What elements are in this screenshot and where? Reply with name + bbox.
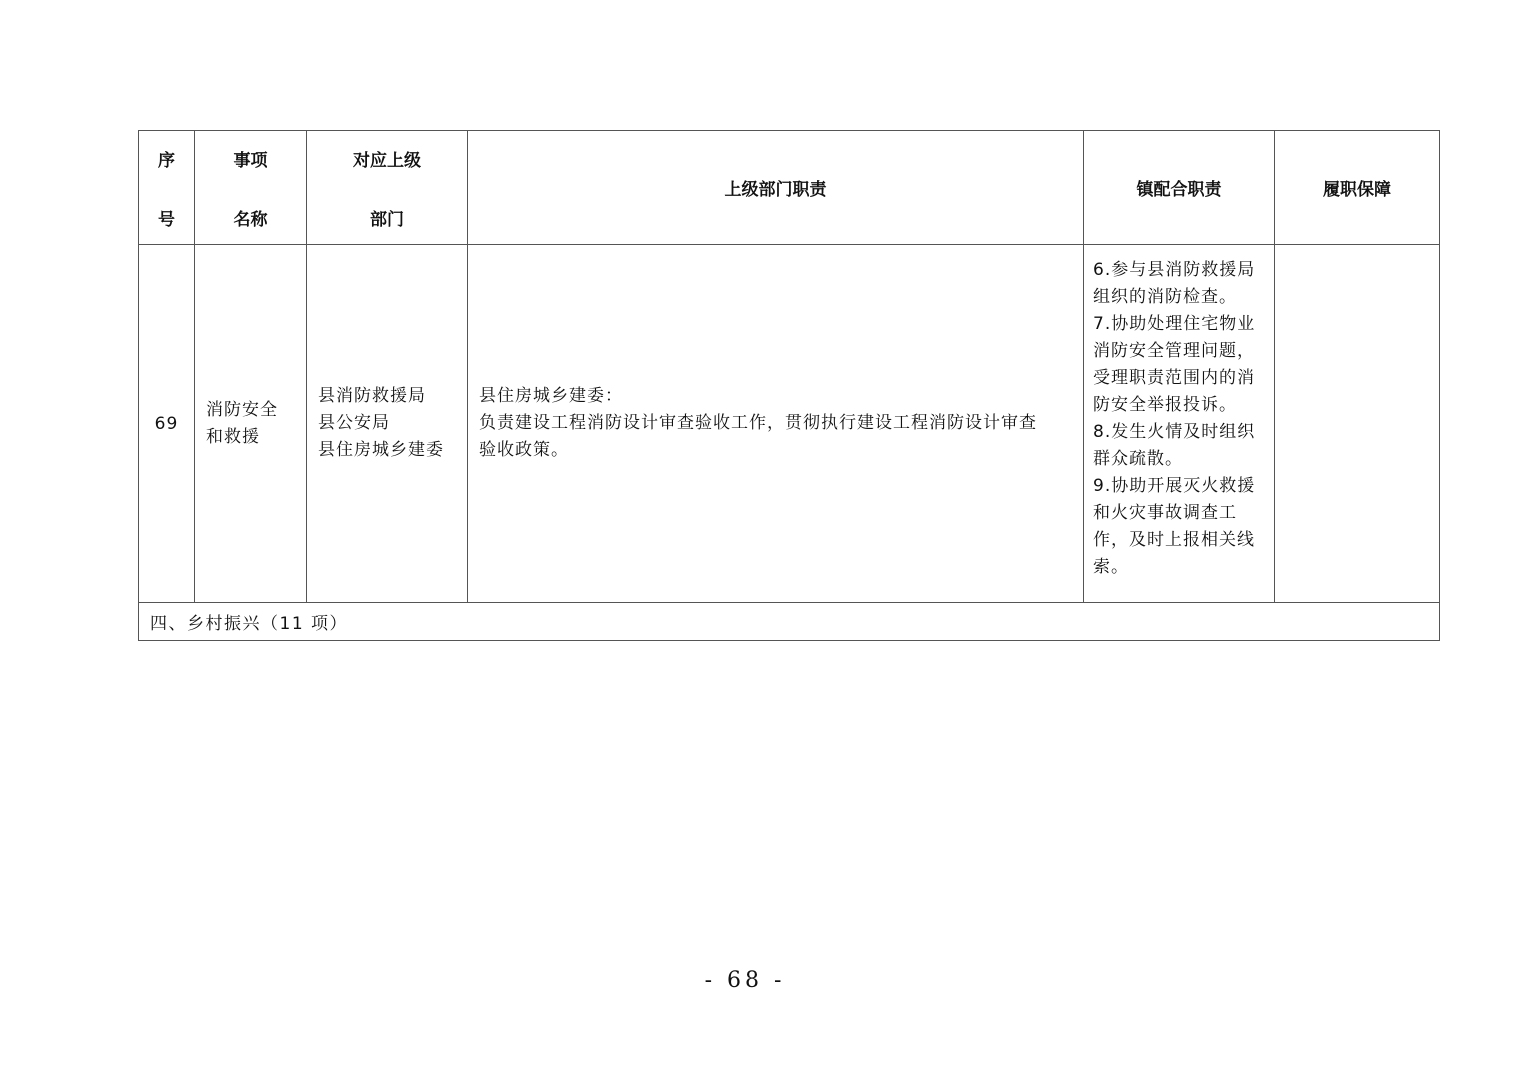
row-duty-line: 县住房城乡建委： — [479, 386, 623, 406]
table-row — [139, 245, 1440, 603]
row-upper-duty — [468, 245, 1084, 603]
row-town-line: 群众疏散。 — [1093, 449, 1183, 469]
header-no-line2: 号 — [158, 209, 175, 230]
header-guarantee: 履职保障 — [1275, 131, 1440, 245]
header-name-line2: 名称 — [233, 209, 268, 230]
header-upper-dept — [307, 131, 468, 245]
row-town-line: 消防安全管理问题， — [1093, 341, 1255, 361]
row-dept-line: 县住房城乡建委 — [318, 440, 444, 460]
duty-table — [138, 130, 1440, 641]
row-town-line: 受理职责范围内的消 — [1093, 368, 1255, 388]
header-row — [139, 131, 1440, 245]
row-town-line: 7.协助处理住宅物业 — [1093, 314, 1256, 334]
row-town-line: 9.协助开展灭火救援 — [1093, 476, 1256, 496]
header-no-line1: 序 — [158, 150, 175, 171]
header-name — [195, 131, 307, 245]
row-town-line: 6.参与县消防救援局 — [1093, 260, 1256, 280]
row-name-line: 消防安全 — [206, 399, 278, 420]
section-heading: 四、乡村振兴（11 项） — [139, 603, 1440, 641]
header-upper-dept-line1: 对应上级 — [353, 150, 421, 171]
header-upper-dept-line2: 部门 — [370, 209, 404, 230]
row-duty-line: 负责建设工程消防设计审查验收工作，贯彻执行建设工程消防设计审查 — [479, 413, 1037, 433]
row-dept-line: 县公安局 — [318, 413, 390, 433]
row-duty-line: 验收政策。 — [479, 440, 569, 460]
row-town-line: 和火灾事故调查工 — [1093, 503, 1237, 523]
row-town-line: 8.发生火情及时组织 — [1093, 422, 1256, 442]
row-no: 69 — [139, 245, 195, 603]
row-upper-dept — [307, 245, 468, 603]
row-town-line: 组织的消防检查。 — [1093, 287, 1237, 307]
row-town-duty — [1084, 245, 1275, 603]
row-guarantee — [1275, 245, 1440, 603]
section-row — [139, 603, 1440, 641]
row-name-line: 和救援 — [206, 426, 260, 447]
row-name — [195, 245, 307, 603]
row-town-line: 防安全举报投诉。 — [1093, 395, 1237, 415]
header-upper-duty: 上级部门职责 — [468, 131, 1084, 245]
header-name-line1: 事项 — [233, 150, 268, 171]
row-town-line: 作，及时上报相关线 — [1093, 530, 1255, 550]
header-no — [139, 131, 195, 245]
header-town-duty: 镇配合职责 — [1084, 131, 1275, 245]
row-town-line: 索。 — [1093, 557, 1129, 577]
row-dept-line: 县消防救援局 — [318, 386, 426, 406]
page-number: - 68 - — [704, 968, 786, 993]
